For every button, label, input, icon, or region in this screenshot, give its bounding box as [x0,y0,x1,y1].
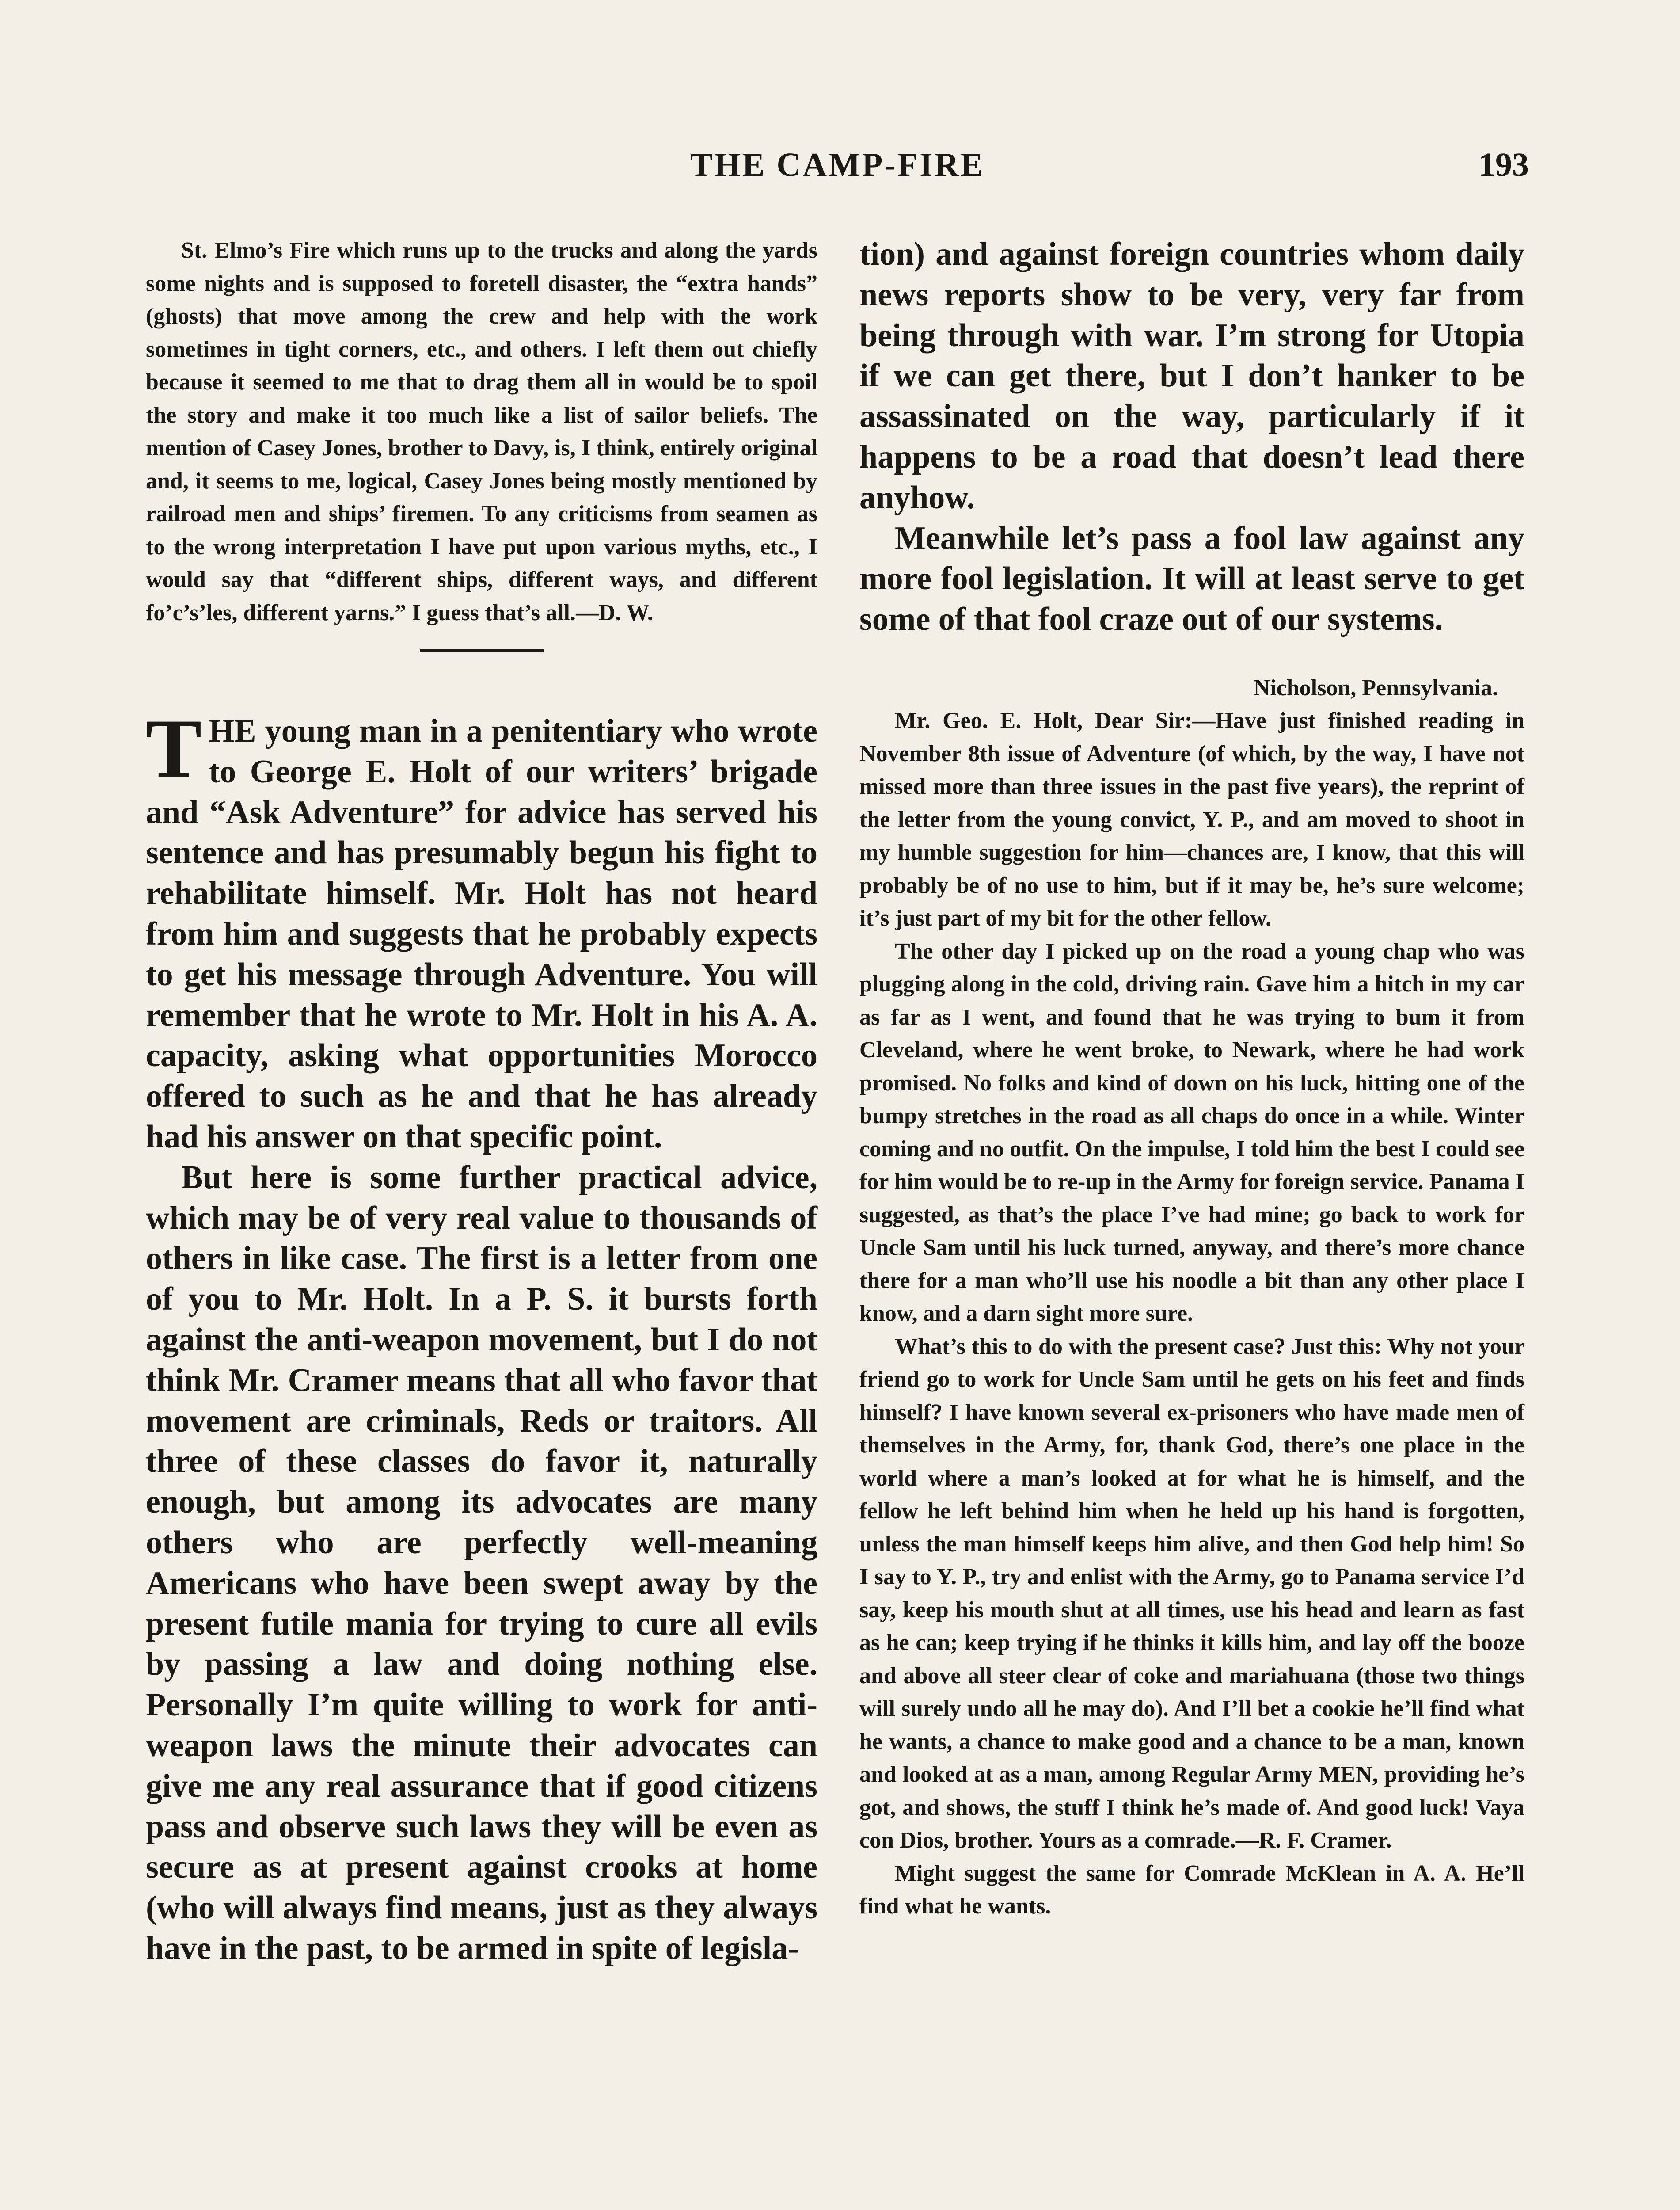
editorial-paragraph-2: But here is some further practical advice, which may be of very real value to thousands of others in like case. The first is a letter from one of you to Mr. Holt. In a P. S. it bursts forth against the anti-weapon movement, but I do not think Mr. Cramer means that all who favor that movement are criminals, Reds or traitors. All three of these classes do favor it, naturally enough, but among its advocates are many others who are perfectly well-meaning Americans who have been swept away by the present futile mania for trying to cure all evils by passing a law and doing nothing else. Personally I’m quite willing to work for anti-weapon laws the minute their advocates can give me any real assurance that if good citizens pass and observe such laws they will be even as secure as at present against crooks at home (who will always find means, just as they always have in the past, to be armed in spite of legisla- [146,1159,817,1966]
page-number: 193 [1479,146,1529,183]
running-title: THE CAMP-FIRE [690,146,985,183]
letter-paragraph-2: The other day I picked up on the road a young chap who was plugging along in the cold, driving rain. Gave him a hitch in my car as far as I went, and found that he was trying to bum it from Cleveland, where he went broke, to Newark, where he had work promised. No folks and kind of down on his luck, hitting one of the bumpy stretches in the road as all chaps do once in a while. Winter coming and no outfit. On the impulse, I told him the best I could see for him would be to re-up in the Army for foreign service. Panama I suggested, as that’s the place I’ve had mine; go back to work for Uncle Sam until his luck turned, anyway, and there’s more chance there for a man who’ll use his noodle a bit than any other place I know, and a darn sight more sure. [859,938,1524,1326]
letter-paragraph-3: What’s this to do with the present case? Just this: Why not your friend go to work for Uncle Sam until he gets on his feet and finds himself? I have known several ex-prisoners who have made men of themselves in the Army, for, thank God, there’s one place in the world where a man’s looked at for what he is himself, and the fellow he left behind him when he held up his hand is forgotten, unless the man himself keeps him alive, and then God help him! So I say to Y. P., try and enlist with the Army, go to Panama service I’d say, keep his mouth shut at all times, use his head and learn as fast as he can; keep trying if he thinks it kills him, and lay off the booze and above all steer clear of coke and mariahuana (those two things will surely undo all he may do). And I’ll bet a cookie he’ll find what he wants, a chance to make good and a chance to be a man, known and looked at as a man, among Regular Army MEN, providing he’s got, and shows, the stuff I think he’s made of. And good luck! Vaya con Dios, brother. Yours as a comrade.—R. F. Cramer. [859,1334,1524,1853]
section-divider [420,649,544,652]
letter-paragraph-1: Mr. Geo. E. Holt, Dear Sir:—Have just finished reading in November 8th issue of Adventure (of which, by the way, I have not missed more than three issues in the past five years), the reprint of the letter from the young convict, Y. P., and am moved to shoot in my humble suggestion for him—chances are, I know, that this will probably be of no use to him, but if it may be, he’s sure welcome; it’s just part of my bit for the other fellow. [859,708,1524,931]
left-column [146,234,817,1969]
letter-continued-paragraph: St. Elmo’s Fire which runs up to the trucks and along the yards some nights and is supposed to foretell disaster, the “extra hands” (ghosts) that move among the crew and help with the work sometimes in tight corners, etc., and others. I left them out chiefly because it seemed to me that to drag them all in would be to spoil the story and make it too much like a list of sailor beliefs. The mention of Casey Jones, brother to Davy, is, I think, entirely original and, it seems to me, logical, Casey Jones being mostly mentioned by railroad men and ships’ firemen. To any criticisms from seamen as to the wrong interpretation I have put upon various myths, etc., I would say that “different ships, different ways, and different fo’c’s’les, different yarns.” I guess that’s all.—D. W. [146,238,817,625]
closing-note: Might suggest the same for Comrade McKlean in A. A. He’ll find what he wants. [859,1860,1524,1919]
letter-dateline: Nicholson, Pennsylvania. [1253,675,1498,701]
editorial-paragraph-1-text: HE young man in a penitentiary who wrote to George E. Holt of our writers’ brigade and “Ask Adventure” for advice has served his sentence and has presumably begun his fight to rehabilitate himself. Mr. Holt has not heard from him and suggests that he probably expects to get his message through Adventure. You will remember that he wrote to Mr. Holt in his A. A. capacity, asking what opportunities Morocco offered to such as he and that he has already had his answer on that specific point. [146,713,817,1155]
page-header [146,146,1529,199]
drop-cap: T [146,702,202,795]
right-column [859,234,1524,1923]
editorial-continuation: tion) and against foreign countries whom daily news reports show to be very, very far from being through with war. I’m strong for Utopia if we can get there, but I don’t hanker to be assassinated on the way, particularly if it happens to be a road that doesn’t lead there anyhow. [859,236,1524,516]
editorial-paragraph-3: Meanwhile let’s pass a fool law against any more fool legislation. It will at least serve to get some of that fool craze out of our systems. [859,520,1524,638]
editorial-paragraph-1 [146,702,817,1158]
